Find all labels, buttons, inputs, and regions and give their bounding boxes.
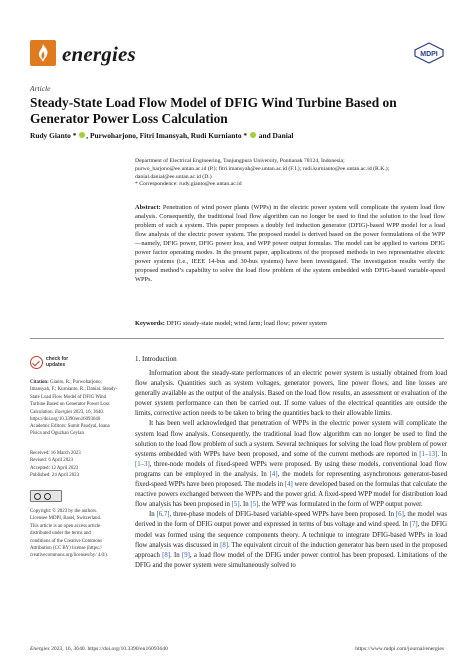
date-revised: Revised: 6 April 2023: [30, 458, 74, 464]
footer-doi-link[interactable]: 2023, 16, 3640. https://doi.org/10.3390/en16093640: [51, 646, 168, 652]
orcid-icon[interactable]: [250, 132, 256, 138]
citation-journal: Energies: [55, 409, 73, 415]
journal-header: [30, 40, 444, 68]
abstract-text: Penetration of wind power plants (WPPs) in the electric power system will complicate the system load flow analysis. Consequently, the traditional load flow algorithm can no longer be used to find the solution to the load flow problem of such a system. This paper proposes a doubly fed induction generator (DFIG)-based WPP model for a load flow analysis of the electric power system. The proposed model is derived based on the power formulations of the WPP—namely, DFIG power, DFIG power loss, and WPP power output formulas. The model can be applied to various DFIG power factor operating modes. In the present paper, applications of the proposed methods in two representative electric power systems (i.e., IEEE 14-bus and 30-bus systems) have been investigated. The investigation results verify the proposed method’s capability to solve the load flow problem of the system embedded with DFIG-based variable-speed WPPs.: [135, 204, 445, 283]
svg-text:MDPI: MDPI: [420, 51, 438, 58]
date-accepted: Accepted: 12 April 2023: [30, 465, 79, 471]
date-received: Received: 16 March 2023: [30, 451, 81, 456]
citation-block: [30, 379, 122, 423]
journal-name: energies: [62, 42, 136, 66]
check-updates-icon: [30, 356, 43, 369]
abstract: [135, 203, 445, 284]
affiliation-line: Department of Electrical Engineering, Tanjungpura University, Pontianak 78124, Indonesia;: [135, 158, 345, 164]
body-text: [135, 369, 447, 571]
reference-link[interactable]: [8]: [162, 551, 171, 559]
correspondence-line: * Correspondence: rudy.gianto@ee.untan.ac.id: [135, 181, 242, 188]
check-for-updates-button[interactable]: [30, 356, 100, 370]
keywords-label: Keywords:: [135, 320, 165, 327]
citation-doi-link[interactable]: 2023, 16, 3640. https://doi.org/10.3390/en16093640: [30, 409, 105, 423]
reference-link[interactable]: [5]: [250, 501, 259, 509]
reference-link[interactable]: [5]: [231, 501, 240, 509]
author-list: Rudy Gianto * , Purwoharjono, Fitri Imansyah, Rudi Kurnianto * and Danial: [30, 131, 294, 140]
affiliation-line: purwo_harjono@ee.untan.ac.id (P.); fitri.imansyah@ee.untan.ac.id (F.I.); rudi.kurnianto@ee.untan.ac.id (R.K.);: [135, 165, 390, 172]
footer-citation: [30, 646, 168, 652]
cc-by-license-icon[interactable]: [30, 490, 62, 502]
affiliations: [135, 158, 445, 189]
reference-link[interactable]: [7]: [409, 521, 418, 529]
paragraph: It has been well acknowledged that penetration of WPPs in the electric power system will complicate the system load flow analysis. Consequently, the traditional load flow algorithm can no longer be used to find the solution to the load flow problem of such a system. Several techniques for solving the load flow problem of power systems embedded with WPPs have been proposed, and some of the current methods are reported in [1–13]. In [1–3], three-node models of fixed-speed WPPs were proposed. By using these models, conventional load flow programs can be employed in the analysis. In [4], the models for representing asynchronous generator-based fixed-speed WPPs have been proposed. The models in [4] were developed based on the formulas that calculate the reactive powers exchanged between the WPPs and the power grid. A fixed-speed WPP model for distribution load flow analysis has been proposed in [5]. In [5], the WPP was formulated in the form of WPP output power.: [135, 420, 448, 509]
reference-link[interactable]: [9]: [181, 551, 190, 559]
keywords: [135, 319, 445, 328]
publication-dates: [30, 450, 122, 480]
paragraph: In [6,7], three-phase models of DFIG-based variable-speed WPPs have been proposed. In [6], the model was derived in the form of DFIG output power and expressed in terms of bus voltage and wind speed. In [7], the DFIG model was formed using the sequence components theory. A technique to integrate DFIG-based WPPs in load flow analysis was discussed in [8]. The equivalent circuit of the induction generator has been used in the proposed approach [8]. In [9], a load flow model of the DFIG under power control has been proposed. Limitations of the DFIG and the power system were simultaneously solved to: [135, 511, 448, 569]
check-updates-label: check for updates: [46, 356, 69, 368]
mdpi-logo-icon: [414, 42, 444, 64]
author-1: Rudy Gianto *: [30, 131, 77, 140]
affiliation-line: danial.danial@ee.untan.ac.id (D.): [135, 173, 212, 180]
section-heading: 1. Introduction: [135, 355, 177, 363]
reference-link[interactable]: [1–3]: [135, 460, 150, 468]
reference-link[interactable]: [6,7]: [156, 511, 170, 519]
article-title: Steady-State Load Flow Model of DFIG Wind Turbine Based on Generator Power Loss Calculation: [30, 95, 397, 126]
orcid-icon[interactable]: [79, 132, 85, 138]
author-2: Purwoharjono, Fitri Imansyah, Rudi Kurnianto *: [89, 131, 248, 140]
keywords-text: DFIG steady-state model; wind farm; load flow; power system: [166, 320, 327, 327]
by-icon: [44, 493, 51, 500]
date-published: Published: 24 April 2023: [30, 473, 80, 479]
reference-link[interactable]: [4]: [269, 470, 278, 478]
license-text: Copyright: © 2023 by the authors. Licensee MDPI, Basel, Switzerland. This article is an open access article distributed under the terms and conditions of the Creative Commons Attribution (CC BY) license (https:// creativecommons.org/licenses/by/ 4.0/).: [30, 509, 109, 559]
academic-editors: Academic Editors: Sumit Paudyal, Ioana Pisica and Oguzhan Ceylan: [30, 424, 110, 437]
reference-link[interactable]: [1–13]: [419, 450, 438, 458]
citation-text: Gianto, R.; Purwoharjono; Imansyah, F.; Kurnianto, R.; Danial. Steady-State Load Flow Model of DFIG Wind Turbine Based on Generator Power Loss Calculation.: [30, 380, 118, 415]
article-type: Article: [30, 84, 51, 93]
citation-label: Citation:: [30, 380, 49, 385]
abstract-label: Abstract:: [135, 204, 161, 211]
reference-link[interactable]: [8]: [220, 541, 229, 549]
author-3: and Danial: [258, 131, 294, 140]
divider: [30, 338, 444, 339]
cc-icon: [34, 493, 41, 500]
reference-link[interactable]: [6]: [395, 511, 404, 519]
paragraph: Information about the steady-state performances of an electric power system is usually obtained from load flow analysis. Quantities such as system voltages, generator powers, line power flows, and line losses are generally available as the output of the analysis. Based on the load flow results, an assessment or evaluation of the power system performance can then be carried out. If some values of the electrical quantities are outside the limits, corrective action needs to be taken to bring the quantities back to their allowable limits.: [135, 370, 447, 418]
footer-journal-link[interactable]: https://www.mdpi.com/journal/energies: [355, 646, 444, 652]
energies-flame-icon: [30, 40, 56, 66]
footer-journal: Energies: [30, 646, 50, 652]
reference-link[interactable]: [4]: [284, 481, 293, 489]
